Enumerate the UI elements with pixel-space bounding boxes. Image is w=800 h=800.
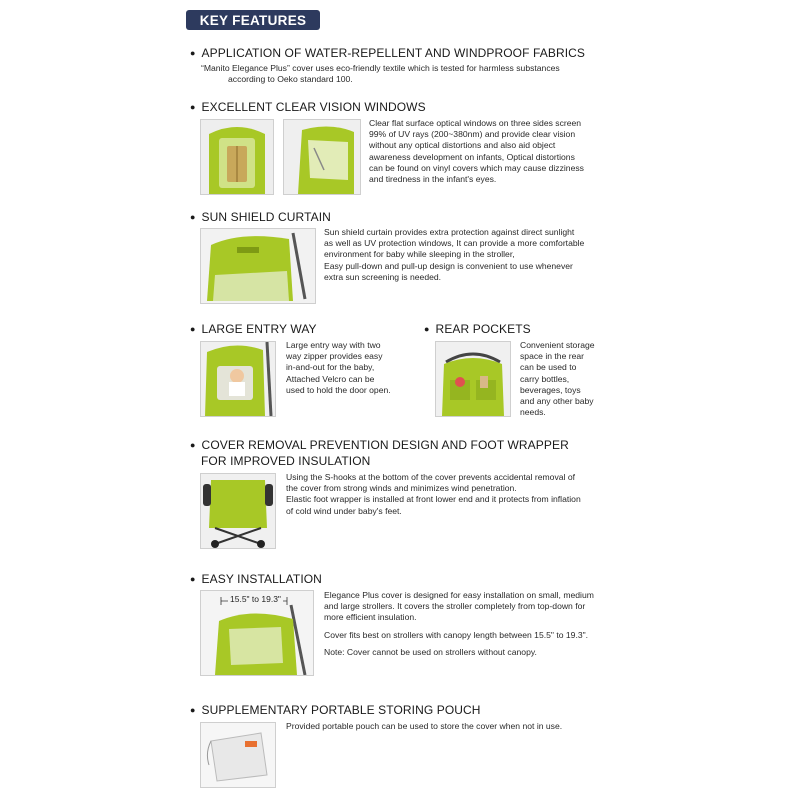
section-heading-rear-pockets: ● REAR POCKETS	[424, 322, 531, 336]
text-line: way zipper provides easy	[286, 351, 383, 362]
section-body-sun-shield	[324, 227, 634, 283]
section-heading-cover-removal: ● COVER REMOVAL PREVENTION DESIGN AND FOOT WRAPPER	[190, 438, 569, 452]
text-line: Provided portable pouch can be used to store the cover when not in use.	[286, 721, 563, 731]
key-features-badge	[186, 10, 320, 30]
bullet-icon: ●	[190, 102, 196, 112]
text-line: Convenient storage	[520, 340, 595, 350]
section-heading-sun-shield: ● SUN SHIELD CURTAIN	[190, 210, 331, 224]
bullet-icon: ●	[190, 705, 196, 715]
text-line: and large strollers. It covers the stroller completely from top-down for	[324, 601, 586, 612]
section-heading-storing-pouch: ● SUPPLEMENTARY PORTABLE STORING POUCH	[190, 703, 481, 717]
text-line: used to hold the door open.	[286, 384, 391, 395]
text-line-note2: Note: Cover cannot be used on strollers without canopy.	[324, 646, 537, 657]
text-line: of cold wind under baby's feet.	[286, 505, 402, 516]
text-line: Using the S-hooks at the bottom of the cover prevents accidental removal of	[286, 472, 575, 482]
text-line: the cover from strong winds and minimizes wind penetration.	[286, 483, 517, 494]
bullet-icon: ●	[190, 324, 196, 334]
text-line-note1: Cover fits best on strollers with canopy length between 15.5" to 19.3".	[324, 629, 589, 640]
text-line: as well as UV protection windows, It can provide a more comfortable	[324, 238, 585, 249]
bullet-icon: ●	[190, 48, 196, 58]
photo-clear-vision-side	[283, 119, 361, 195]
text-line: according to Oeko standard 100.	[228, 74, 353, 85]
text-line: space in the rear	[520, 351, 585, 362]
bullet-icon: ●	[190, 212, 196, 222]
photo-entry-way	[200, 341, 276, 417]
text-line: and tiredness in the infant's eyes.	[369, 174, 497, 185]
photo-cover-removal	[200, 473, 276, 549]
text-line: without any optical distortions and also aid object	[369, 140, 556, 151]
text-line: Clear flat surface optical windows on three sides screen	[369, 118, 582, 128]
text-line: Attached Velcro can be	[286, 373, 375, 384]
section-heading-fabrics: ● APPLICATION OF WATER-REPELLENT AND WINDPROOF FABRICS	[190, 46, 586, 60]
text-line: carry bottles,	[520, 373, 570, 384]
photo-storing-pouch	[200, 722, 276, 788]
key-features-title: KEY FEATURES	[199, 12, 307, 28]
text-line: 99% of UV rays (200~380nm) and provide clear vision	[369, 129, 576, 140]
text-line: and any other baby	[520, 396, 594, 407]
section-body-storing-pouch	[286, 721, 616, 732]
text-line: Large entry way with two	[286, 340, 381, 350]
text-line: can be found on vinyl covers which may cause dizziness	[369, 162, 584, 173]
text-line: environment for baby while sleeping in the stroller,	[324, 249, 515, 260]
section-heading-entry-way: ● LARGE ENTRY WAY	[190, 322, 317, 336]
text-line: awareness development on infants, Optical distortions	[369, 151, 575, 162]
bullet-icon: ●	[190, 574, 196, 584]
section-body-entry-way	[286, 340, 416, 396]
text-line: beverages, toys	[520, 384, 581, 395]
photo-rear-pockets	[435, 341, 511, 417]
section-heading-easy-installation: ● EASY INSTALLATION	[190, 572, 322, 586]
photo-sun-shield	[200, 228, 316, 304]
section-body-easy-installation	[324, 590, 624, 658]
text-line: Sun shield curtain provides extra protection against direct sunlight	[324, 227, 575, 237]
text-line: “Manito Elegance Plus” cover uses eco-friendly textile which is tested for harmless substances	[201, 63, 560, 73]
section-body-rear-pockets	[520, 340, 630, 418]
section-body-clear-vision	[369, 118, 629, 185]
text-line: can be used to	[520, 362, 577, 373]
bullet-icon: ●	[190, 440, 196, 450]
section-heading-clear-vision: ● EXCELLENT CLEAR VISION WINDOWS	[190, 100, 426, 114]
text-line: more efficient insulation.	[324, 612, 417, 623]
text-line: needs.	[520, 407, 546, 418]
text-line: Elastic foot wrapper is installed at front lower end and it protects from inflation	[286, 494, 581, 505]
section-heading-cover-removal-line2: FOR IMPROVED INSULATION	[201, 454, 371, 468]
photo-clear-vision-front	[200, 119, 274, 195]
text-line: in-and-out for the baby,	[286, 362, 375, 373]
text-line: Easy pull-down and pull-up design is convenient to use whenever	[324, 260, 573, 271]
measure-label: 15.5" to 19.3"	[230, 594, 281, 604]
text-line: extra sun screening is needed.	[324, 271, 442, 282]
text-line: Elegance Plus cover is designed for easy installation on small, medium	[324, 590, 594, 600]
section-body-cover-removal	[286, 472, 636, 517]
section-body-fabrics	[201, 63, 621, 85]
bullet-icon: ●	[424, 324, 430, 334]
